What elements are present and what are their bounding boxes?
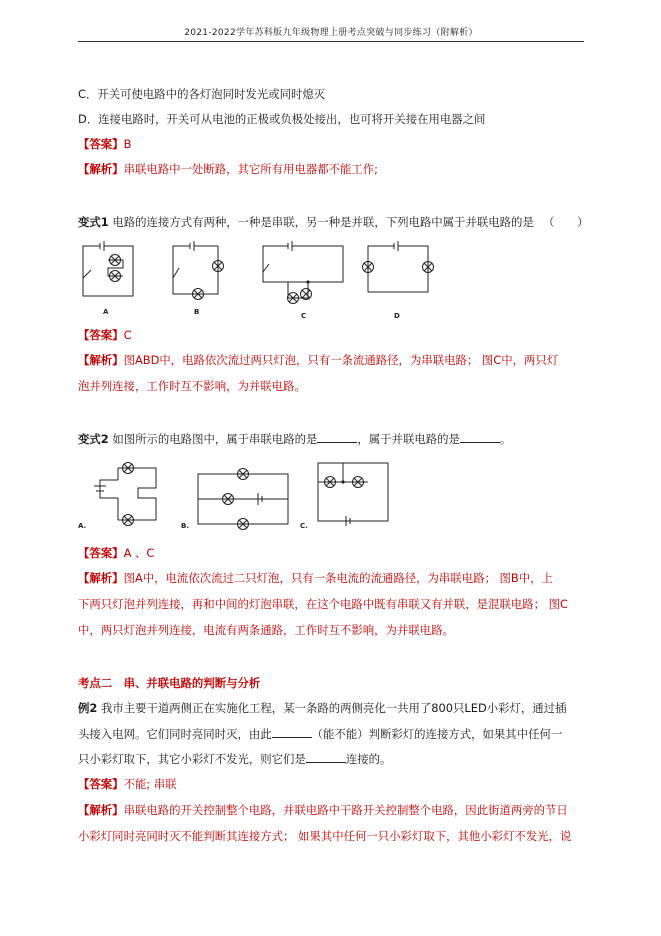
analysis-3-line-2: 下两只灯泡并列连接，再和中间的灯泡串联，在这个电路中既有串联又有并联，是混联电路； 图C xyxy=(78,597,568,611)
variant-tag: 变式1 xyxy=(78,215,109,229)
answer-2 xyxy=(78,327,584,343)
analysis-3-line-1 xyxy=(78,570,584,586)
variant-text-a: 如图所示的电路图中，属于串联电路的是 xyxy=(108,432,318,446)
analysis-text: 图ABD中，电路依次流过两只灯泡，只有一条流通路径，为串联电路； 图C中，两只灯 xyxy=(123,353,559,367)
option-d: D．连接电路时，开关可从电池的正极或负极处接出，也可将开关接在用电器之间 xyxy=(78,112,486,126)
analysis-4-line-2: 小彩灯同时亮同时灭不能判断其连接方式； 如果其中任何一只小彩灯取下，其他小彩灯不发光，说 xyxy=(78,829,572,843)
example-text: 我市主要干道两侧正在实施化工程，某一条路的两侧亮化一共用了800只LED小彩灯，通过插 xyxy=(97,701,567,715)
answer-tag: 【答案】 xyxy=(78,546,124,560)
answer-tag: 【答案】 xyxy=(78,328,124,342)
variant-text-c: 。 xyxy=(499,432,512,446)
analysis-text: 图A中，电流依次流过二只灯泡，只有一条电流的流通路径，为串联电路； 图B中，上 xyxy=(123,571,553,585)
fig1-label-b: B xyxy=(194,308,200,316)
fig2-label-c: C. xyxy=(300,522,308,530)
answer-blank-3[interactable] xyxy=(272,726,312,738)
answer-value: B xyxy=(123,137,132,151)
analysis-1 xyxy=(78,161,584,177)
section-title: 考点二 串、并联电路的判断与分析 xyxy=(78,676,261,690)
analysis-2-line-2: 泡并列连接，工作时互不影响，为并联电路。 xyxy=(78,379,306,393)
fig1-label-a: A xyxy=(103,308,109,316)
circuit-2b xyxy=(198,469,288,530)
variant-text-b: ，属于并联电路的是 xyxy=(357,432,460,446)
analysis-tag: 【解析】 xyxy=(78,571,124,585)
analysis-tag: 【解析】 xyxy=(78,803,124,817)
example-text-a: 头接入电网。它们同时亮同时灭，由此 xyxy=(78,727,272,741)
answer-tag: 【答案】 xyxy=(78,137,124,151)
example-2-line-2 xyxy=(78,726,584,742)
fig1-label-c: C xyxy=(301,312,307,320)
answer-blank-4[interactable] xyxy=(306,751,346,763)
page-header: 2021-2022学年苏科版九年级物理上册考点突破与同步练习（附解析） xyxy=(184,28,478,38)
circuit-figures-1 xyxy=(78,238,438,320)
variant-1 xyxy=(78,214,589,230)
example-text-b: （能不能）判断彩灯的连接方式，如果其中任何一 xyxy=(311,727,563,741)
answer-tag: 【答案】 xyxy=(78,777,124,791)
answer-value: A 、C xyxy=(123,546,155,560)
circuit-2c xyxy=(318,463,388,526)
answer-value: C xyxy=(123,328,132,342)
variant-2 xyxy=(78,431,584,447)
circuit-a xyxy=(83,241,133,296)
analysis-tag: 【解析】 xyxy=(78,353,124,367)
answer-paren: （ ） xyxy=(543,215,589,229)
circuit-b xyxy=(173,241,224,300)
fig1-label-d: D xyxy=(394,312,400,320)
example-text-c: 只小彩灯取下，其它小彩灯不发光，则它们是 xyxy=(78,752,306,766)
answer-1 xyxy=(78,136,584,152)
option-c: C．开关可使电路中的各灯泡同时发光或同时熄灭 xyxy=(78,87,326,101)
circuit-figures-2 xyxy=(78,458,398,536)
answer-4 xyxy=(78,776,584,792)
header-rule xyxy=(78,41,584,42)
fig2-label-a: A. xyxy=(78,522,87,530)
circuit-c xyxy=(263,241,343,304)
circuit-2a xyxy=(94,463,156,526)
answer-value: 不能; 串联 xyxy=(123,777,177,791)
analysis-text: 串联电路的开关控制整个电路，并联电路中干路开关控制整个电路，因此街道两旁的节日 xyxy=(123,803,568,817)
analysis-2-line-1 xyxy=(78,352,584,368)
variant-text: 电路的连接方式有两种，一种是串联，另一种是并联，下列电路中属于并联电路的是 xyxy=(108,215,534,229)
circuit-d xyxy=(363,241,434,292)
example-2-line-3 xyxy=(78,751,584,767)
example-2-line-1 xyxy=(78,700,584,716)
analysis-text: 串联电路中一处断路，其它所有用电器都不能工作; xyxy=(123,162,379,176)
variant-tag: 变式2 xyxy=(78,432,109,446)
analysis-4-line-1 xyxy=(78,802,584,818)
answer-blank-1[interactable] xyxy=(317,431,357,443)
example-text-d: 连接的。 xyxy=(345,752,392,766)
fig2-label-b: B. xyxy=(181,522,189,530)
analysis-tag: 【解析】 xyxy=(78,162,124,176)
answer-3 xyxy=(78,545,584,561)
answer-blank-2[interactable] xyxy=(460,431,500,443)
example-tag: 例2 xyxy=(78,701,98,715)
analysis-3-line-3: 中，两只灯泡并列连接，电流有两条通路，工作时互不影响，为并联电路。 xyxy=(78,623,454,637)
